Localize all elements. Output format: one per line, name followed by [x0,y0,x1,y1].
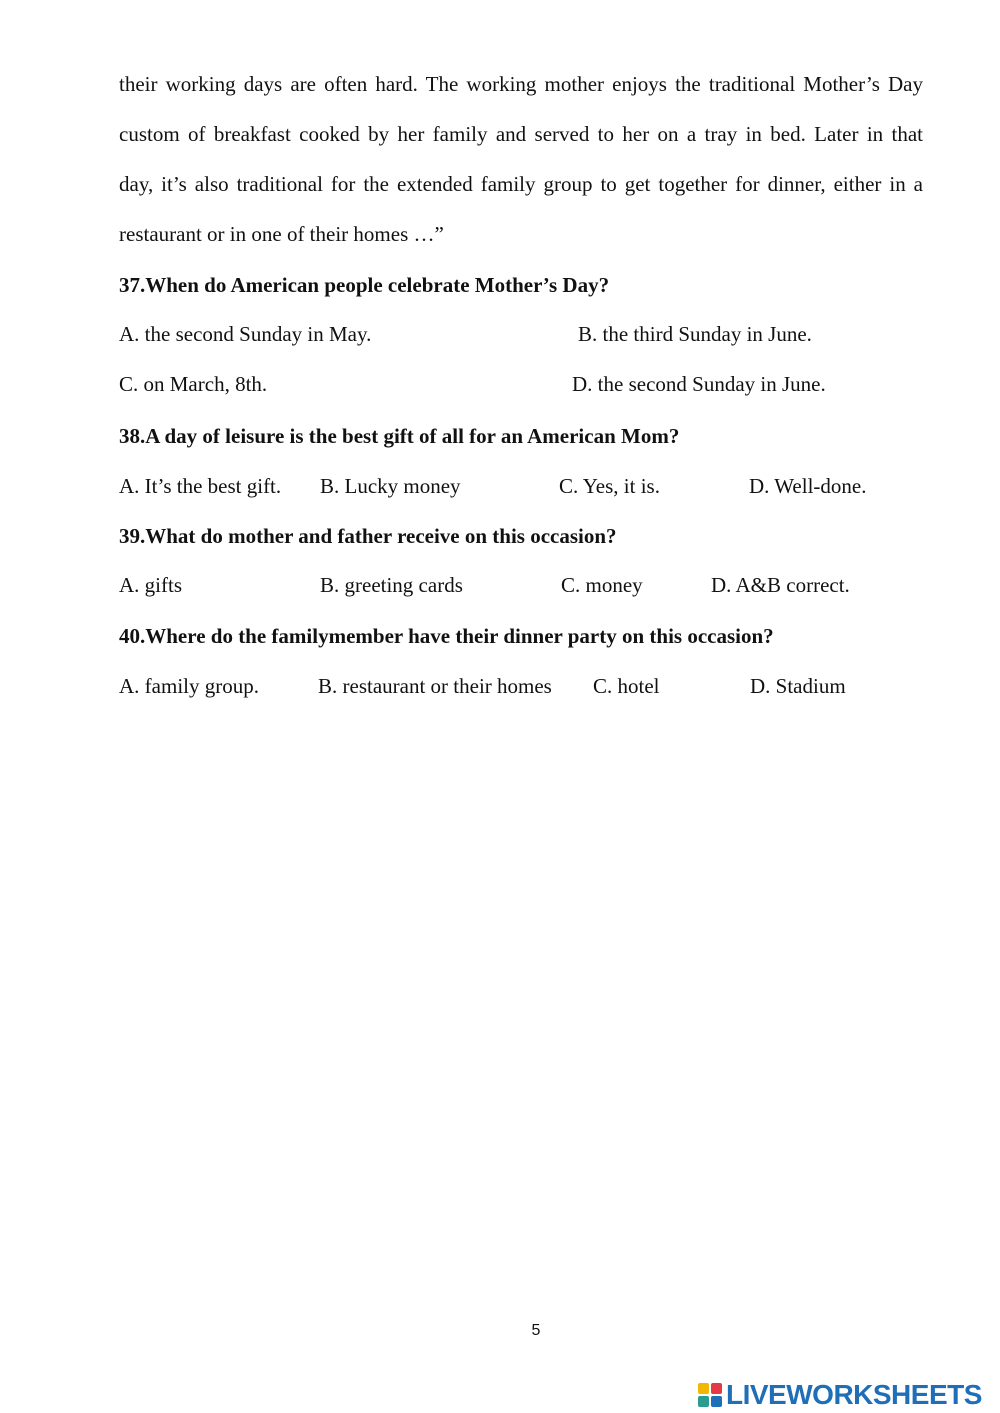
q38-option-c[interactable]: C. Yes, it is. [559,474,660,498]
liveworksheets-brand-text: LIVEWORKSHEETS [726,1379,982,1410]
liveworksheets-logo-icon [698,1383,722,1407]
logo-square [711,1383,722,1394]
q38-option-a[interactable]: A. It’s the best gift. [119,474,282,498]
question-37: 37.When do American people celebrate Mother’s Day? [119,273,610,297]
question-38: 38.A day of leisure is the best gift of all for an American Mom? [119,424,680,448]
logo-square [698,1383,709,1394]
liveworksheets-watermark [698,1380,982,1410]
q40-option-a[interactable]: A. family group. [119,674,259,698]
passage-line-1: their working days are often hard. The working mother enjoys the traditional Mother’s Day [119,72,923,96]
passage-line-4: restaurant or in one of their homes …” [119,222,444,246]
q39-option-a[interactable]: A. gifts [119,573,182,597]
q39-option-c[interactable]: C. money [561,573,643,597]
logo-square [698,1396,709,1407]
question-40: 40.Where do the familymember have their dinner party on this occasion? [119,624,774,648]
q37-option-b[interactable]: B. the third Sunday in June. [578,322,812,346]
passage-line-3: day, it’s also traditional for the extended family group to get together for dinner, either in a [119,172,923,196]
q38-option-d[interactable]: D. Well-done. [749,474,867,498]
q40-option-d[interactable]: D. Stadium [750,674,846,698]
q40-option-c[interactable]: C. hotel [593,674,660,698]
q39-option-d[interactable]: D. A&B correct. [711,573,850,597]
logo-square [711,1396,722,1407]
q38-option-b[interactable]: B. Lucky money [320,474,461,498]
passage-line-2: custom of breakfast cooked by her family and served to her on a tray in bed. Later in that [119,122,923,146]
q39-option-b[interactable]: B. greeting cards [320,573,463,597]
q40-option-b[interactable]: B. restaurant or their homes [318,674,552,698]
q37-option-d[interactable]: D. the second Sunday in June. [572,372,826,396]
page-number: 5 [531,1322,541,1339]
question-39: 39.What do mother and father receive on this occasion? [119,524,617,548]
q37-option-c[interactable]: C. on March, 8th. [119,372,268,396]
q37-option-a[interactable]: A. the second Sunday in May. [119,322,372,346]
